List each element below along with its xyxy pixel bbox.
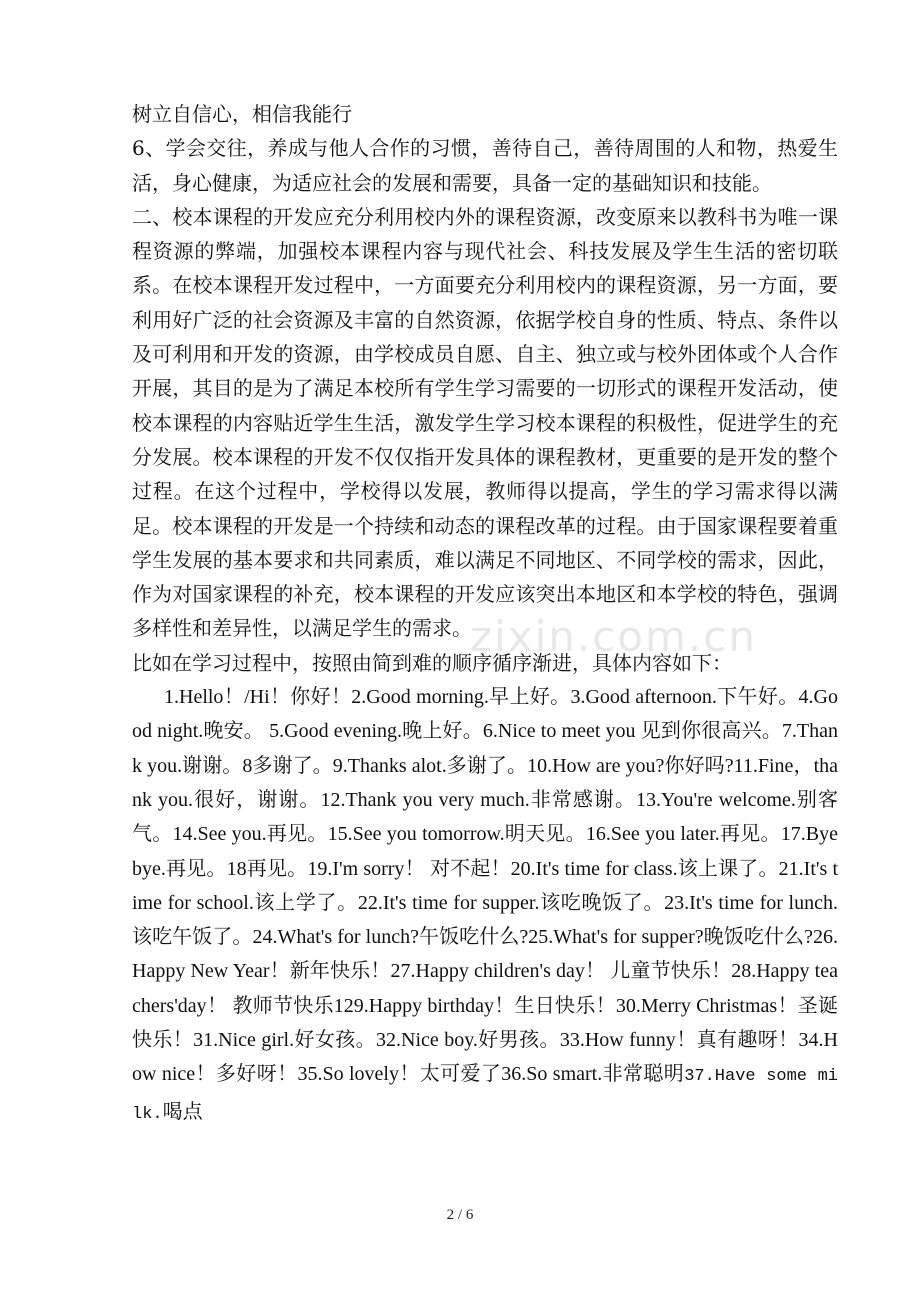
paragraph-phrase-list bbox=[132, 680, 838, 1132]
paragraph-intro-list: 比如在学习过程中，按照由简到难的顺序循序渐进，具体内容如下： bbox=[132, 650, 732, 675]
paragraph-confidence: 树立自信心，相信我能行 bbox=[132, 102, 352, 126]
phrase-list-text: 1.Hello！/Hi！你好！2.Good morning.早上好。3.Good afternoon.下午好。4.Good night.晚安。 5.Good evening.晚上好。6.Nice to meet you 见到你很高兴。7.Thank you.谢谢。8多谢了。9.Thanks alot.多谢了。10.How are you?你好吗?11.Fine，thank you.很好，谢谢。12.Thank you very much.非常感谢。13.You're welcome.别客气。14.See you.再见。15.See you tomorrow.明天见。16.See you later.再见。17.Bye bye.再见。18再见。19.I'm sorry！ 对不起！20.It's time for class.该上课了。21.It's time for school.该上学了。22.It's time for supper.该吃晚饭了。23.It's time for lunch.该吃午饭了。24.What's for lunch?午饭吃什么?25.What's for supper?晚饭吃什么?26.Happy New Year！新年快乐！27.Happy children's day！ 儿童节快乐！28.Happy teachers'day！ 教师节快乐129.Happy birthday！生日快乐！30.Merry Christmas！圣诞快乐！31.Nice girl.好女孩。32.Nice boy.好男孩。33.How funny！真有趣呀！34.How nice！多好呀！35.So lovely！太可爱了36.So smart.非常聪明 bbox=[132, 686, 838, 1086]
phrase-list-mono: 37.Have some milk. bbox=[132, 1067, 838, 1124]
paragraph-goal-6: 6、学会交往，养成与他人合作的习惯，善待自己，善待周围的人和物，热爱生活，身心健康，为适应社会的发展和需要，具备一定的基础知识和技能。 bbox=[132, 136, 838, 195]
phrase-list-tail: 喝点 bbox=[162, 1100, 203, 1123]
page-number: 2 / 6 bbox=[446, 1207, 474, 1223]
watermark: zixin.com.cn bbox=[470, 612, 757, 661]
document-body bbox=[132, 97, 838, 1132]
paragraph-section-2: 二、校本课程的开发应充分利用校内外的课程资源，改变原来以教科书为唯一课程资源的弊端，加强校本课程内容与现代社会、科技发展及学生生活的密切联系。在校本课程开发过程中，一方面要充分利用校内的课程资源，另一方面，要利用好广泛的社会资源及丰富的自然资源，依据学校自身的性质、特点、条件以及可利用和开发的资源，由学校成员自愿、自主、独立或与校外团体或个人合作开展，其目的是为了满足本校所有学生学习需要的一切形式的课程开发活动，使校本课程的内容贴近学生生活，激发学生学习校本课程的积极性，促进学生的充分发展。校本课程的开发不仅仅指开发具体的课程教材，更重要的是开发的整个过程。在这个过程中，学校得以发展，教师得以提高，学生的学习需求得以满足。校本课程的开发是一个持续和动态的课程改革的过程。由于国家课程要着重学生发展的基本要求和共同素质，难以满足不同地区、不同学校的需求，因此，作为对国家课程的补充，校本课程的开发应该突出本地区和本学校的特色，强调多样性和差异性，以满足学生的需求。 bbox=[132, 204, 838, 641]
